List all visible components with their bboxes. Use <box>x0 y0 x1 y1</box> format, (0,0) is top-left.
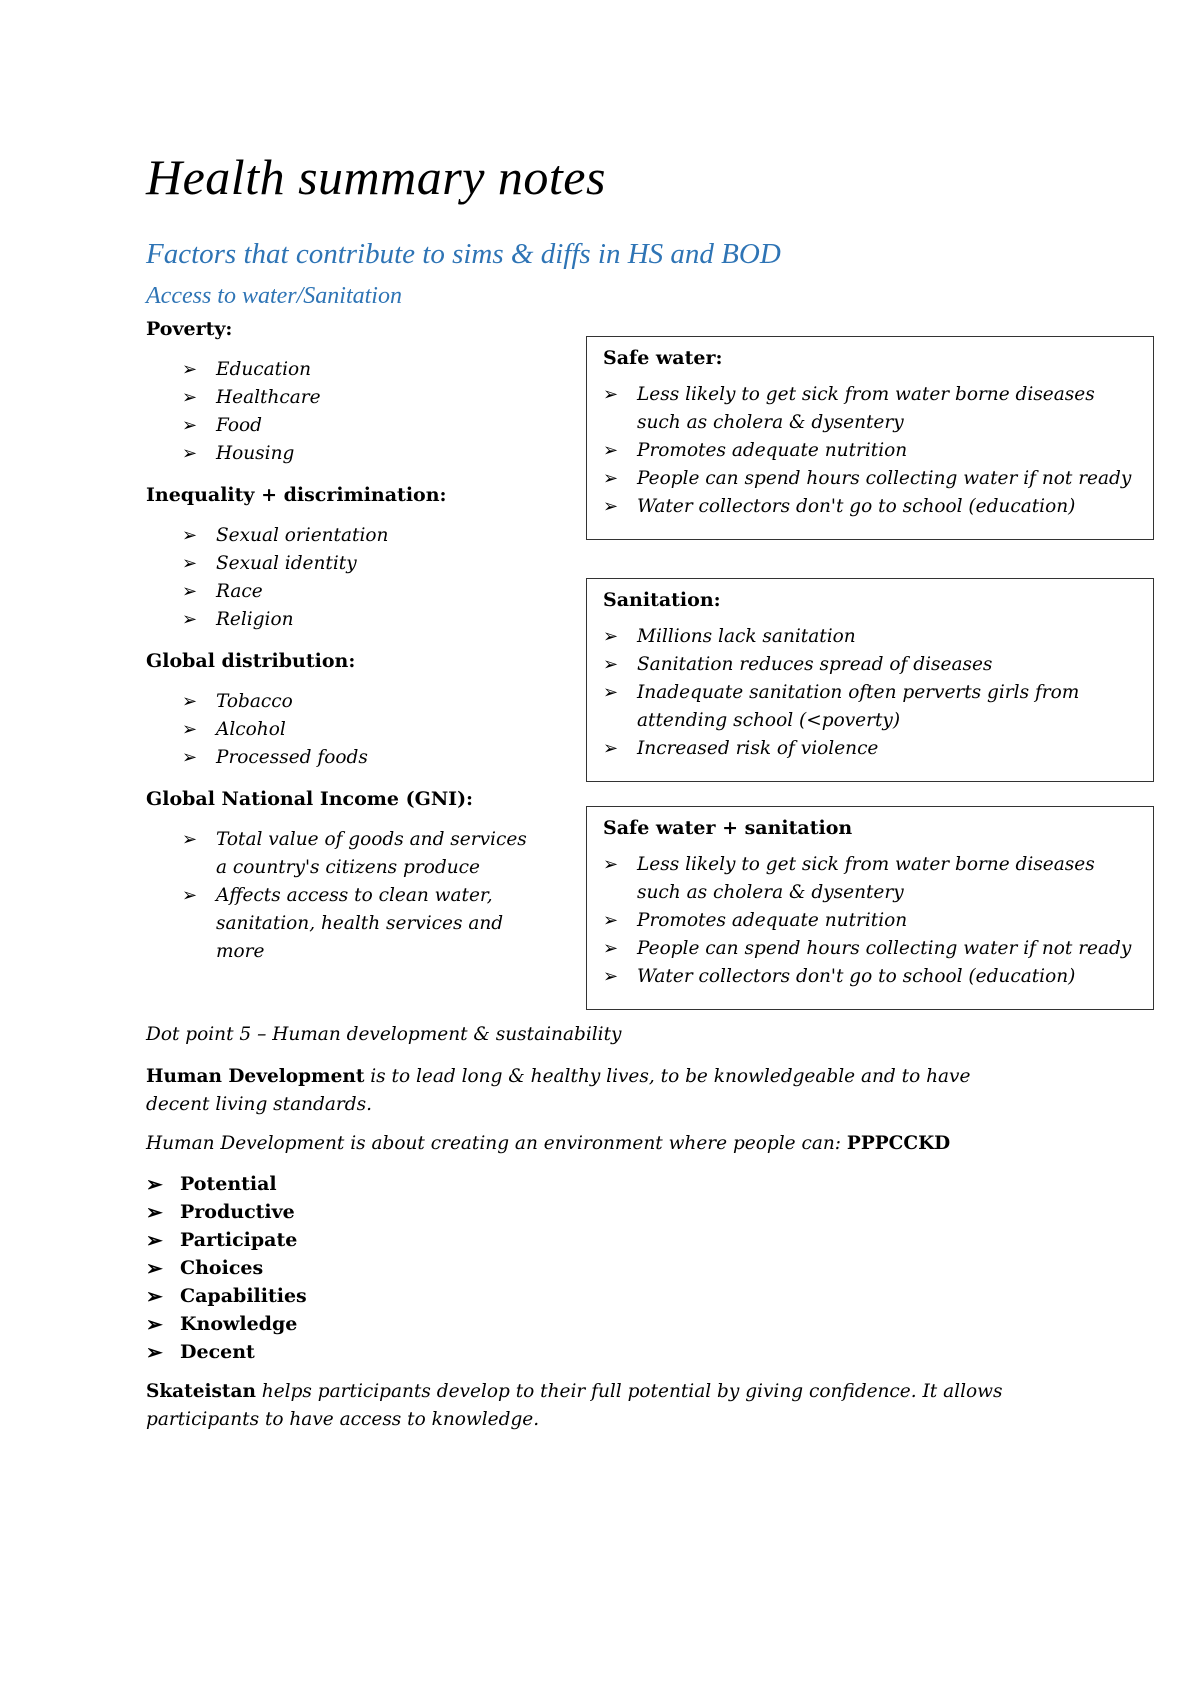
list-item: ➢ Housing <box>182 440 566 468</box>
dot-point-heading: Dot point 5 – Human development & sustainability <box>146 1024 622 1045</box>
arrow-bullet-icon: ➢ <box>146 1256 163 1280</box>
section-gni <box>146 788 566 966</box>
left-column <box>146 318 566 966</box>
arrow-bullet-icon: ➢ <box>603 496 619 517</box>
arrow-bullet-icon: ➢ <box>603 910 619 931</box>
list-item: ➢ Healthcare <box>182 384 566 412</box>
arrow-bullet-icon: ➢ <box>182 885 198 906</box>
list-item: ➢ Religion <box>182 606 566 634</box>
arrow-bullet-icon: ➢ <box>182 691 198 712</box>
list-item: ➢ Processed foods <box>182 744 566 772</box>
list-item: ➢ Total value of goods and services a country's citizens produce <box>182 826 532 882</box>
list-item: ➢ Education <box>182 356 566 384</box>
arrow-bullet-icon: ➢ <box>182 553 198 574</box>
bullet-list <box>182 522 566 634</box>
list-item: ➢ Sexual identity <box>182 550 566 578</box>
section-heading: Global National Income (GNI): <box>146 788 474 810</box>
arrow-bullet-icon: ➢ <box>146 1340 163 1364</box>
list-item: ➢ Choices <box>146 1256 264 1280</box>
bullet-list <box>182 826 532 966</box>
list-item: ➢ Water collectors don't go to school (education) <box>603 963 1139 991</box>
list-item: ➢ Promotes adequate nutrition <box>603 907 1139 935</box>
list-item: ➢ Sanitation reduces spread of diseases <box>603 651 1139 679</box>
list-item: ➢ Increased risk of violence <box>603 735 1139 763</box>
pppcckd-list <box>146 1170 1026 1366</box>
list-item: ➢ Water collectors don't go to school (education) <box>603 493 1139 521</box>
list-item: ➢ Potential <box>146 1172 277 1196</box>
list-item: ➢ Less likely to get sick from water borne diseases such as cholera & dysentery <box>603 851 1139 907</box>
safe-water-box <box>586 336 1154 540</box>
arrow-bullet-icon: ➢ <box>146 1312 163 1336</box>
arrow-bullet-icon: ➢ <box>182 525 198 546</box>
arrow-bullet-icon: ➢ <box>182 581 198 602</box>
arrow-bullet-icon: ➢ <box>603 626 619 647</box>
arrow-bullet-icon: ➢ <box>182 359 198 380</box>
bullet-list <box>182 356 566 468</box>
arrow-bullet-icon: ➢ <box>603 384 619 405</box>
arrow-bullet-icon: ➢ <box>603 938 619 959</box>
arrow-bullet-icon: ➢ <box>603 854 619 875</box>
list-item: ➢ Food <box>182 412 566 440</box>
section-heading: Poverty: <box>146 318 233 340</box>
hd-text: is to lead long & healthy lives, to be knowledgeable and to have decent living standards. <box>146 1066 971 1115</box>
human-development-section <box>146 1024 1026 1434</box>
hd-env-text: Human Development is about creating an environment where people can: <box>146 1133 847 1154</box>
arrow-bullet-icon: ➢ <box>182 829 198 850</box>
page-title: Health summary notes <box>146 149 606 205</box>
list-item: ➢ Alcohol <box>182 716 566 744</box>
hd-term: Human Development <box>146 1066 365 1087</box>
arrow-bullet-icon: ➢ <box>146 1172 163 1196</box>
arrow-bullet-icon: ➢ <box>603 738 619 759</box>
arrow-bullet-icon: ➢ <box>603 440 619 461</box>
arrow-bullet-icon: ➢ <box>146 1284 163 1308</box>
list-item: ➢ Productive <box>146 1200 295 1224</box>
arrow-bullet-icon: ➢ <box>603 682 619 703</box>
list-item: ➢ Knowledge <box>146 1312 298 1336</box>
arrow-bullet-icon: ➢ <box>182 719 198 740</box>
hd-definition <box>146 1063 1026 1119</box>
section-heading: Factors that contribute to sims & diffs in HS and BOD <box>146 238 781 270</box>
list-item: ➢ Sexual orientation <box>182 522 566 550</box>
hd-environment <box>146 1133 1026 1154</box>
bullet-list <box>603 623 1139 763</box>
bullet-list <box>603 381 1139 521</box>
arrow-bullet-icon: ➢ <box>146 1228 163 1252</box>
arrow-bullet-icon: ➢ <box>182 747 198 768</box>
arrow-bullet-icon: ➢ <box>603 468 619 489</box>
box-heading: Sanitation: <box>603 589 721 611</box>
section-heading: Inequality + discrimination: <box>146 484 447 506</box>
list-item: ➢ Affects access to clean water, sanitation, health services and more <box>182 882 532 966</box>
arrow-bullet-icon: ➢ <box>182 609 198 630</box>
sanitation-box <box>586 578 1154 782</box>
arrow-bullet-icon: ➢ <box>603 654 619 675</box>
box-heading: Safe water: <box>603 347 723 369</box>
skateistan-paragraph <box>146 1378 1026 1434</box>
safe-water-sanitation-box <box>586 806 1154 1010</box>
list-item: ➢ Tobacco <box>182 688 566 716</box>
box-heading: Safe water + sanitation <box>603 817 853 839</box>
arrow-bullet-icon: ➢ <box>146 1200 163 1224</box>
hd-acronym: PPPCCKD <box>846 1133 951 1154</box>
section-heading: Global distribution: <box>146 650 356 672</box>
list-item: ➢ Inadequate sanitation often perverts girls from attending school (<poverty) <box>603 679 1139 735</box>
section-global-distribution <box>146 650 566 772</box>
list-item: ➢ Capabilities <box>146 1284 307 1308</box>
arrow-bullet-icon: ➢ <box>182 443 198 464</box>
bullet-list <box>603 851 1139 991</box>
list-item: ➢ Participate <box>146 1228 298 1252</box>
list-item: ➢ People can spend hours collecting water if not ready <box>603 935 1139 963</box>
skateistan-term: Skateistan <box>146 1381 256 1402</box>
list-item: ➢ Less likely to get sick from water borne diseases such as cholera & dysentery <box>603 381 1139 437</box>
list-item: ➢ Promotes adequate nutrition <box>603 437 1139 465</box>
arrow-bullet-icon: ➢ <box>603 966 619 987</box>
list-item: ➢ Decent <box>146 1340 255 1364</box>
list-item: ➢ People can spend hours collecting water if not ready <box>603 465 1139 493</box>
arrow-bullet-icon: ➢ <box>182 415 198 436</box>
arrow-bullet-icon: ➢ <box>182 387 198 408</box>
subsection-heading: Access to water/Sanitation <box>146 283 402 309</box>
bullet-list <box>182 688 566 772</box>
list-item: ➢ Millions lack sanitation <box>603 623 1139 651</box>
list-item: ➢ Race <box>182 578 566 606</box>
section-inequality <box>146 484 566 634</box>
section-poverty <box>146 318 566 468</box>
skateistan-text: helps participants develop to their full potential by giving confidence. It allows participants to have access to knowledge. <box>146 1381 1003 1430</box>
